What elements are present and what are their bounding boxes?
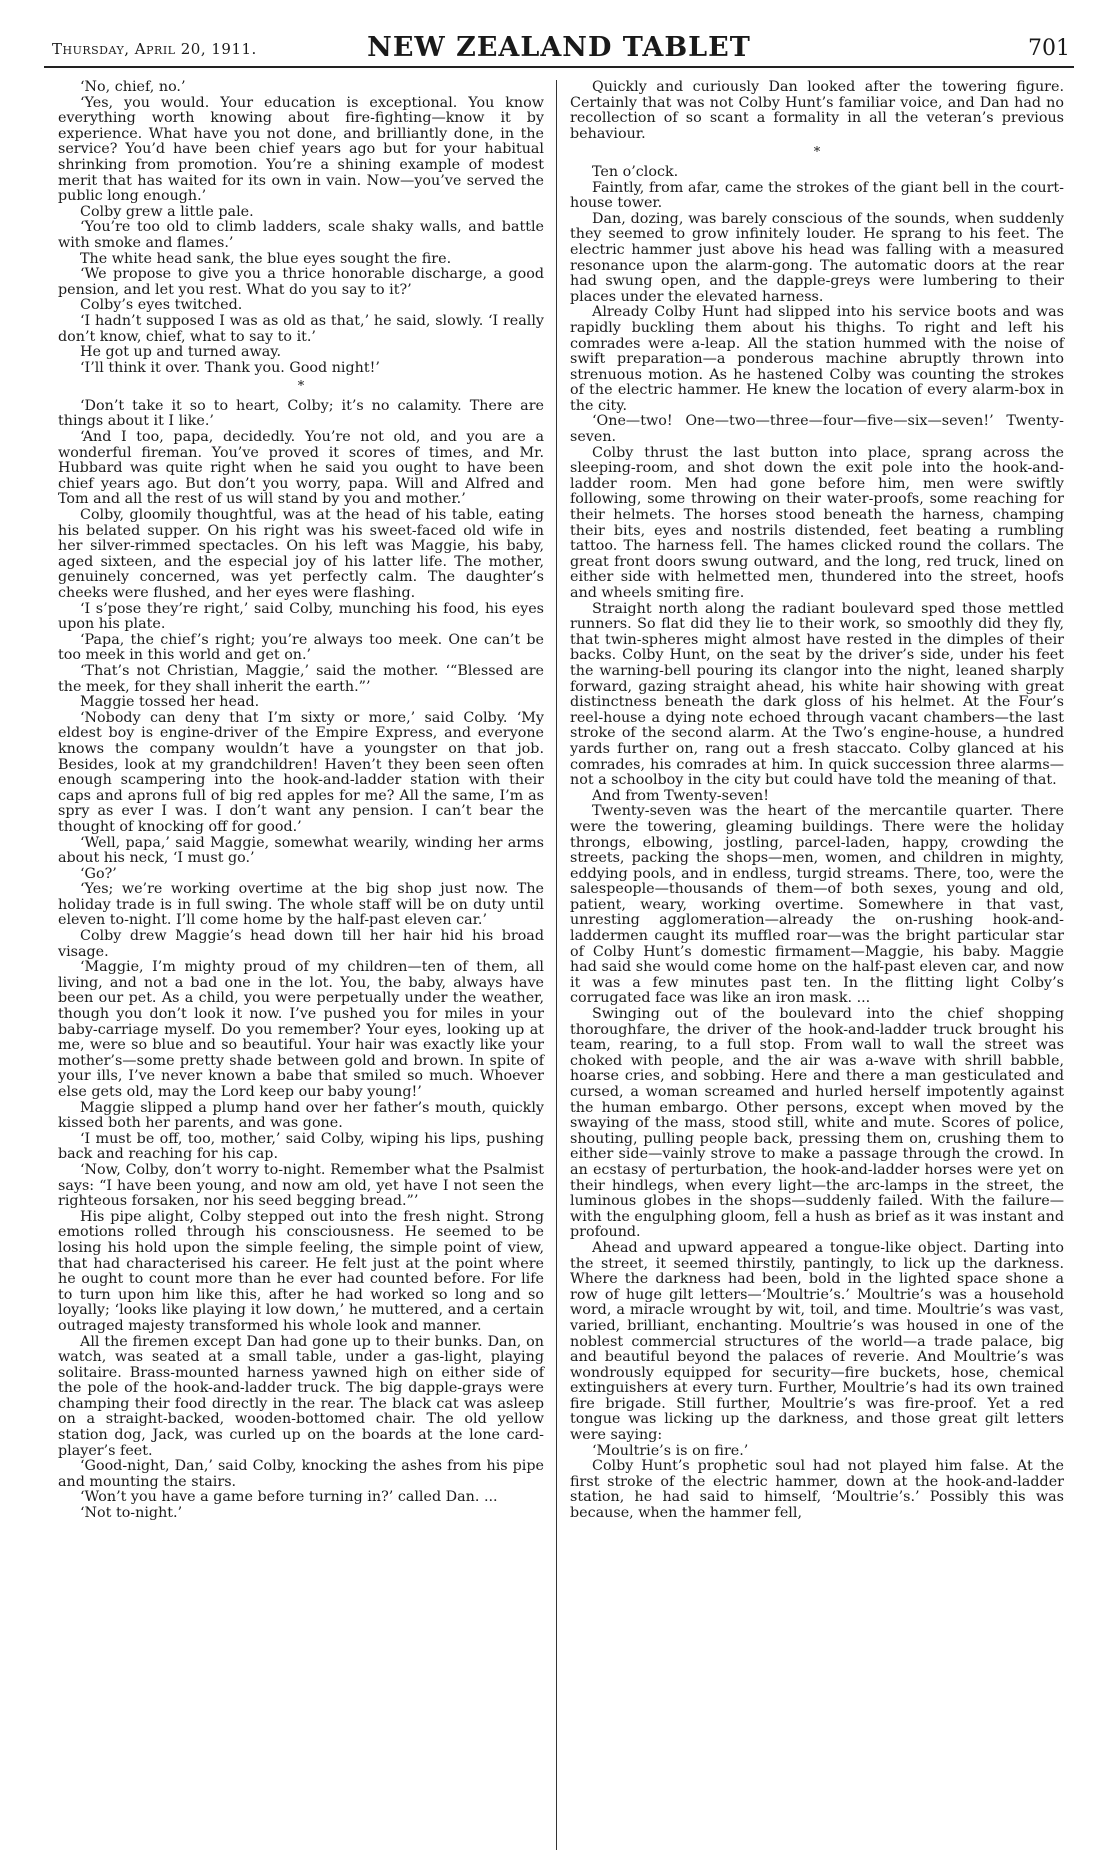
paragraph: His pipe alight, Colby stepped out into the fresh night. Strong emotions rolled through his consciousness. He seemed to be losing his hold upon the simple feeling, the simple point of view, that had characterised his career. He felt just at the point where he ought to count more than he ever had counted before. For life to turn upon him like this, after he had worked so long and so loyally; ‘looks like playing it low down,’ he muttered, and a certain outraged majesty transformed his whole look and manner. <box>58 1208 544 1334</box>
paragraph: ‘I’ll think it over. Thank you. Good night!’ <box>80 359 380 376</box>
paragraph: Colby’s eyes twitched. <box>80 297 243 314</box>
paragraph: And from Twenty-seven! <box>592 787 769 804</box>
paragraph: ‘Yes, you would. Your education is exceptional. You know everything worth knowing about fire-fighting—know it by experience. What have you not done, and brilliantly done, in the service? You’d have been chief years ago but for your habitual shrinking from promotion. You’re a shining example of modest merit that has waited for its own in vain. Now—you’ve served the public long enough.’ <box>58 94 544 205</box>
right-column <box>570 80 1064 1522</box>
paragraph: Maggie slipped a plump hand over her father’s mouth, quickly kissed both her parents, and was gone. <box>58 1099 544 1132</box>
section-break-star: * <box>297 379 305 395</box>
left-column <box>58 80 544 1522</box>
paragraph: ‘And I too, papa, decidedly. You’re not old, and you are a wonderful fireman. You’ve proved it scores of times, and Mr. Hubbard was quite right when he said you ought to have been chief years ago. But don’t you worry, papa. Will and Alfred and Tom and all the rest of us will stand by you and mother.’ <box>58 429 544 508</box>
paragraph: Twenty-seven was the heart of the mercantile quarter. There were the towering, gleaming buildings. There were the holiday throngs, elbowing, jostling, parcel-laden, happy, crowding the streets, packing the shops—men, women, and children in mighty, eddying pools, and in endless, turgid streams. There, too, were the salespeople—thousands of them—of both sexes, young and old, patient, weary, working overtime. Somewhere in that vast, unresting agglomeration—already the on-rushing hook-and-laddermen caught its muffled roar—was the bright particular star of Colby Hunt’s domestic firmament—Maggie, his baby. Maggie had said she would come home on the half-past eleven car, and now it was a few minutes past ten. In the flitting light Colby’s corrugated face was like an iron mask. ... <box>570 803 1064 1007</box>
paragraph: Maggie tossed her head. <box>80 694 260 711</box>
column-divider <box>556 80 557 1850</box>
paragraph: Colby thrust the last button into place, sprang across the sleeping-room, and shot down the exit pole into the hook-and-ladder room. Men had gone before him, men were swiftly following, some throwing on their water-proofs, some reaching for their helmets. The horses stood beneath the harness, champing their bits, eyes and nostrils distended, feet beating a rumbling tattoo. The harness fell. The hames clicked round the collars. The great front doors swung outward, and the long, red truck, lined on either side with helmetted men, thundered into the street, hoofs and wheels smiting fire. <box>570 444 1064 601</box>
paragraph: ‘I must be off, too, mother,’ said Colby, wiping his lips, pushing back and reaching for his cap. <box>58 1130 544 1163</box>
paragraph: ‘Good-night, Dan,’ said Colby, knocking the ashes from his pipe and mounting the stairs. <box>58 1458 544 1490</box>
header-rule <box>44 66 1074 68</box>
paragraph: Ten o’clock. <box>592 163 679 180</box>
paragraph: Quickly and curiously Dan looked after the towering figure. Certainly that was not Colby Hunt’s familiar voice, and Dan had no recollection of so scant a formality in all the veteran’s previous behaviour. <box>570 79 1064 142</box>
page-header <box>44 26 1074 66</box>
paragraph: Ahead and upward appeared a tongue-like object. Darting into the street, it seemed thirstily, pantingly, to lick up the darkness. Where the darkness had been, bold in the lighted space shone a row of huge gilt letters—‘Moultrie’s.’ Moultrie’s was a household word, a miracle wrought by wit, toil, and time. Moultrie’s was vast, varied, brilliant, enchanting. Moultrie’s was housed in one of the noblest commercial structures of the world—a trade palace, big and beautiful beyond the palaces of reverie. And Moultrie’s was wondrously equipped for security—fire buckets, hose, chemical extinguishers at every turn. Further, Moultrie’s had its own trained fire brigade. Still further, Moultrie’s was fire-proof. Yet a red tongue was licking up the darkness, and those great gilt letters were saying: <box>570 1239 1064 1444</box>
paragraph: Faintly, from afar, came the strokes of the giant bell in the court-house tower. <box>570 179 1064 212</box>
paragraph: Colby drew Maggie’s head down till her hair hid his broad visage. <box>58 928 544 960</box>
paragraph: ‘Yes; we’re working overtime at the big shop just now. The holiday trade is in full swing. The whole staff will be on duty until eleven to-night. I’ll come home by the half-past eleven car.’ <box>58 881 544 929</box>
paragraph: ‘Won’t you have a game before turning in?’ called Dan. ... <box>80 1489 498 1506</box>
section-break-star: * <box>813 145 821 161</box>
paragraph: ‘Go?’ <box>80 865 117 882</box>
paragraph: Swinging out of the boulevard into the chief shopping thoroughfare, the driver of the hook-and-ladder truck brought his team, rearing, to a full stop. From wall to wall the street was choked with people, and the air was a-wave with shrill babble, hoarse cries, and sobbing. Here and there a man gesticulated and cursed, a woman screamed and hurled herself impotently against the human embargo. Other persons, except when moved by the swaying of the mass, stood still, white and mute. Scores of police, shouting, pulling people back, pressing them on, crushing them to either side—vainly strove to make a passage through the crowd. In an ecstasy of perturbation, the hook-and-ladder horses were yet on their hindlegs, when every light—the arc-lamps in the street, the luminous globes in the shops—suddenly failed. With the failure—with the engulphing gloom, fell a hush as brief as it was instant and profound. <box>570 1006 1064 1241</box>
paragraph: ‘You’re too old to climb ladders, scale shaky walls, and battle with smoke and flames.’ <box>58 219 544 251</box>
paragraph: ‘Well, papa,’ said Maggie, somewhat wearily, winding her arms about his neck, ‘I must go.’ <box>58 834 544 867</box>
paragraph: Colby Hunt’s prophetic soul had not played him false. At the first stroke of the electric hammer, down at the hook-and-ladder station, he had said to himself, ‘Moultrie’s.’ Possibly this was because, when the hammer fell, <box>570 1458 1064 1522</box>
paragraph: ‘I s’pose they’re right,’ said Colby, munching his food, his eyes upon his plate. <box>58 600 544 633</box>
paragraph: ‘I hadn’t supposed I was as old as that,’ he said, slowly. ‘I really don’t know, chief, what to say to it.’ <box>58 312 544 345</box>
paragraph: Straight north along the radiant boulevard sped those mettled runners. So flat did they lie to their work, so smoothly did they fly, that twin-spheres might almost have rested in the dimples of their backs. Colby Hunt, on the seat by the driver’s side, under his feet the warning-bell pouring its clangor into the night, leaned sharply forward, gazing straight ahead, his white hair showing with great distinctness beneath the dark gloss of his helmet. At the Four’s reel-house a dying note echoed through vacant chambers—the last stroke of the second alarm. At the Two’s engine-house, a hundred yards further on, rang out a fresh staccato. Colby glanced at his comrades, his comrades at him. In quick succession three alarms—not a schoolboy in the city but could have told the meaning of that. <box>570 600 1064 789</box>
paragraph: Colby, gloomily thoughtful, was at the head of his table, eating his belated supper. On his right was his sweet-faced old wife in her silver-rimmed spectacles. On his left was Maggie, his baby, aged sixteen, and the especial joy of his latter life. The mother, genuinely concerned, was yet perfectly calm. The daughter’s cheeks were flushed, and her eyes were flashing. <box>58 507 544 601</box>
paragraph: ‘Don’t take it so to heart, Colby; it’s no calamity. There are things about it I like.’ <box>58 397 544 430</box>
paragraph: He got up and turned away. <box>80 344 282 361</box>
paragraph: The white head sank, the blue eyes sought the fire. <box>80 250 452 267</box>
paragraph: ‘Maggie, I’m mighty proud of my children—ten of them, all living, and not a bad one in the lot. You, the baby, always have been our pet. As a child, you were perpetually under the weather, though you don’t look it now. I’ve pushed you for miles in your baby-carriage myself. Do you remember? Your eyes, looking up at me, were so blue and so beautiful. Your hair was exactly like your mother’s—some pretty shade between gold and brown. In spite of your ills, I’ve never known a babe that smiled so much. Whoever else gets old, may the Lord keep our baby young!’ <box>58 959 544 1100</box>
paragraph: ‘That’s not Christian, Maggie,’ said the mother. ‘“Blessed are the meek, for they shall inherit the earth.”’ <box>58 662 544 695</box>
paragraph: All the firemen except Dan had gone up to their bunks. Dan, on watch, was seated at a small table, under a gas-light, playing solitaire. Brass-mounted harness yawned high on either side of the pole of the hook-and-ladder truck. The big dapple-grays were champing their food directly in the rear. The black cat was asleep on a straight-backed, wooden-bottomed chair. The old yellow station dog, Jack, was curled up on the boards at the lone card-player’s feet. <box>58 1333 544 1459</box>
issue-date: Thursday, April 20, 1911. <box>52 40 257 58</box>
newspaper-title: NEW ZEALAND TABLET <box>367 32 751 63</box>
paragraph: ‘No, chief, no.’ <box>80 79 186 95</box>
paragraph: Dan, dozing, was barely conscious of the sounds, when suddenly they seemed to grow infinitely louder. He sprang to his feet. The electric hammer just above his head was falling with a measured resonance upon the alarm-gong. The automatic doors at the rear had swung open, and the dapple-greys were lumbering to their places under the elevated harness. <box>570 210 1064 305</box>
paragraph: Colby grew a little pale. <box>80 203 254 220</box>
paragraph: ‘Now, Colby, don’t worry to-night. Remember what the Psalmist says: “I have been young, and now am old, yet have I not seen the righteous forsaken, nor his seed begging bread.”’ <box>58 1161 544 1210</box>
page-number: 701 <box>1028 36 1070 61</box>
paragraph: ‘Nobody can deny that I’m sixty or more,’ said Colby. ‘My eldest boy is engine-driver of the Empire Express, and everyone knows the company wouldn’t have a youngster on that job. Besides, look at my grandchildren! Haven’t they been seen often enough scampering into the hook-and-ladder station with their caps and aprons full of big red apples for me? All the same, I’m as spry as ever I was. I don’t want any pension. I can’t bear the thought of knocking off for good.’ <box>58 709 544 835</box>
paragraph: Already Colby Hunt had slipped into his service boots and was rapidly buckling them about his thighs. To right and left his comrades were a-leap. All the station hummed with the noise of swift preparation—a ponderous machine abruptly thrown into strenuous motion. As he hastened Colby was counting the strokes of the electric hammer. He knew the location of every alarm-box in the city. <box>570 304 1064 414</box>
paragraph: ‘Moultrie’s is on fire.’ <box>592 1442 749 1459</box>
paragraph: ‘One—two! One—two—three—four—five—six—seven!’ Twenty-seven. <box>570 413 1064 446</box>
paragraph: ‘We propose to give you a thrice honorable discharge, a good pension, and let you rest. What do you say to it?’ <box>58 266 544 298</box>
paragraph: ‘Papa, the chief’s right; you’re always too meek. One can’t be too meek in this world and get on.’ <box>58 631 544 664</box>
paragraph: ‘Not to-night.’ <box>80 1505 183 1522</box>
